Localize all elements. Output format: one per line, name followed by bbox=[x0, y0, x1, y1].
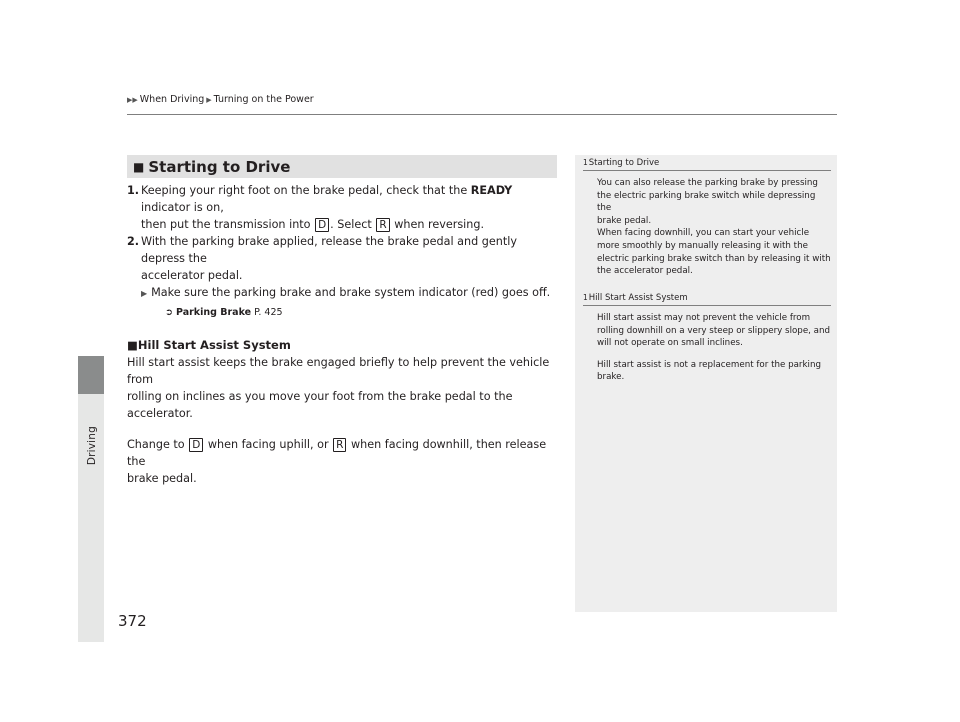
note-line: electric parking brake switch than by releasing it with bbox=[597, 253, 831, 264]
note-line: rolling downhill on a very steep or slippery slope, and bbox=[597, 325, 831, 336]
note-line: brake pedal. bbox=[597, 215, 652, 226]
step-text: Keeping your right foot on the brake pedal, check that the bbox=[141, 184, 468, 197]
note-title-text: Starting to Drive bbox=[588, 158, 660, 168]
note-line: will not operate on small inclines. bbox=[597, 338, 743, 349]
note-title-text: Hill Start Assist System bbox=[588, 293, 688, 303]
step-text: . Select bbox=[330, 218, 372, 231]
sub-note-text: Make sure the parking brake and brake system indicator (red) goes off. bbox=[151, 286, 551, 299]
step-text: when reversing. bbox=[394, 218, 485, 231]
subsection-title: Hill Start Assist System bbox=[137, 338, 291, 352]
gear-r-key: R bbox=[376, 218, 389, 232]
note-hill-start-assist bbox=[583, 293, 831, 393]
note-title bbox=[583, 158, 831, 171]
step-text: accelerator pedal. bbox=[141, 269, 243, 282]
note-line: more smoothly by manually releasing it with the bbox=[597, 240, 808, 251]
double-arrow-icon: ▶▶ bbox=[127, 95, 138, 104]
step-text: indicator is on, bbox=[141, 201, 224, 214]
paragraph-text: when facing downhill, then release the bbox=[127, 438, 547, 468]
main-content bbox=[117, 182, 563, 487]
paragraph-text: Change to bbox=[127, 438, 185, 451]
step-number: 2. bbox=[126, 235, 139, 248]
gear-d-key: D bbox=[315, 218, 329, 232]
ready-indicator-label: READY bbox=[470, 184, 513, 197]
cross-reference[interactable] bbox=[117, 304, 563, 321]
note-title bbox=[583, 293, 831, 306]
note-line: Hill start assist may not prevent the vehicle from bbox=[597, 313, 811, 323]
chapter-tab-label[interactable]: Driving bbox=[86, 426, 98, 466]
step-number: 1. bbox=[126, 184, 139, 197]
chapter-tab-marker bbox=[78, 356, 104, 396]
gear-r-key: R bbox=[333, 438, 346, 452]
page-number: 372 bbox=[118, 612, 147, 630]
paragraph bbox=[117, 436, 563, 487]
paragraph-line: Hill start assist keeps the brake engaged briefly to help prevent the vehicle from bbox=[127, 356, 550, 386]
note-number-icon: 1 bbox=[583, 158, 588, 167]
gear-d-key: D bbox=[189, 438, 203, 452]
sidebar-notes bbox=[575, 155, 837, 612]
note-line: You can also release the parking brake by pressing bbox=[597, 178, 818, 188]
paragraph-line: rolling on inclines as you move your foot from the brake pedal to the accelerator. bbox=[127, 390, 513, 420]
arrow-icon: ▶ bbox=[206, 95, 212, 104]
note-line: When facing downhill, you can start your vehicle bbox=[597, 228, 810, 239]
step-text: With the parking brake applied, release the brake pedal and gently depress the bbox=[141, 235, 517, 265]
arrow-icon: ▶ bbox=[141, 289, 148, 298]
section-heading-bar bbox=[127, 155, 557, 178]
step-2 bbox=[117, 233, 563, 284]
note-number-icon: 1 bbox=[583, 293, 588, 302]
breadcrumb-item-when-driving[interactable]: When Driving bbox=[139, 94, 205, 105]
note-line: Hill start assist is not a replacement for the parking bbox=[597, 359, 821, 370]
breadcrumb bbox=[127, 94, 314, 105]
note-line: brake. bbox=[597, 372, 625, 383]
note-line: the electric parking brake switch while depressing the bbox=[597, 190, 816, 214]
note-starting-to-drive bbox=[583, 158, 831, 287]
reference-label[interactable]: Parking Brake bbox=[176, 307, 252, 318]
step-text: then put the transmission into bbox=[141, 218, 311, 231]
note-body bbox=[583, 306, 831, 384]
square-bullet-icon: ■ bbox=[133, 159, 145, 174]
reference-page[interactable]: P. 425 bbox=[254, 307, 283, 318]
subsection-heading bbox=[117, 337, 563, 354]
paragraph bbox=[117, 354, 563, 422]
reference-arrow-icon: ➲ bbox=[165, 307, 173, 318]
sub-note bbox=[117, 284, 563, 302]
header-divider bbox=[127, 114, 837, 115]
step-1 bbox=[117, 182, 563, 233]
note-body bbox=[583, 171, 831, 278]
breadcrumb-item-turning-on-power[interactable]: Turning on the Power bbox=[213, 94, 314, 105]
paragraph-text: brake pedal. bbox=[127, 472, 197, 485]
square-bullet-icon: ■ bbox=[127, 338, 138, 352]
note-line: the accelerator pedal. bbox=[597, 266, 693, 277]
paragraph-text: when facing uphill, or bbox=[207, 438, 329, 451]
section-title: Starting to Drive bbox=[148, 157, 291, 176]
